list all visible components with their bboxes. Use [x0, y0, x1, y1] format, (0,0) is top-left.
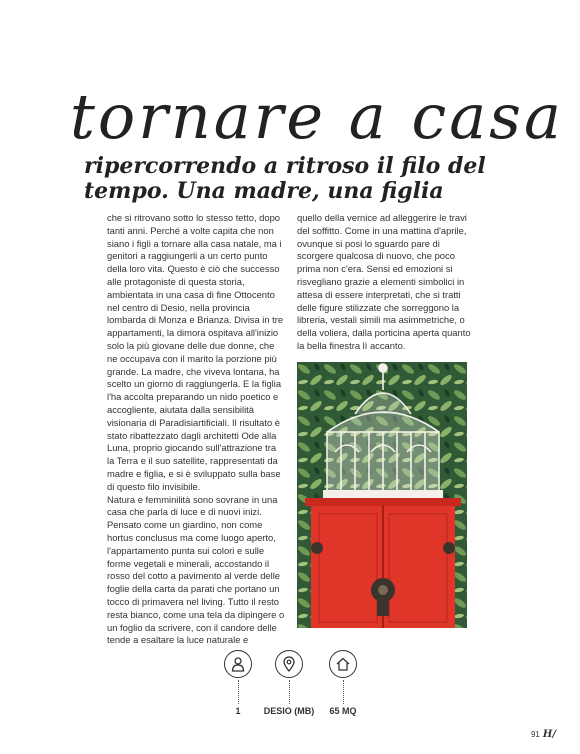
article-subtitle: ripercorrendo a ritroso il filo del tempo. Una madre, una figlia — [84, 153, 486, 204]
house-icon — [335, 656, 351, 672]
magazine-logo: H/ — [542, 729, 556, 740]
stat-label: 1 — [235, 706, 241, 716]
interior-photo — [297, 362, 467, 628]
body-text-right: quello della vernice ad alleggerire le travi del soffitto. Come in una mattina d'aprile, ovunque si posi lo sguardo pare di scorgere qualcosa di nuovo, che poco prima non c'era. Sensi ed emozioni si risvegliano grazie a elementi simbolici in attesa di essere interpretati, che si tratti delle figure stilizzate che sorreggono la libreria, vestali simili ma asimmetriche, o della voliera, dalla porticina aperta quanto la bella finestra lì accanto. — [297, 212, 471, 351]
stat-label: DESIO (MB) — [263, 706, 315, 716]
stat-label: 65 MQ — [329, 706, 357, 716]
project-stats — [0, 650, 580, 720]
person-icon — [230, 656, 246, 672]
stat-area — [313, 650, 373, 716]
text-column-left — [107, 212, 285, 646]
page-number: 91 — [530, 730, 540, 739]
page-footer — [531, 729, 556, 740]
location-pin-icon — [281, 656, 297, 672]
text-column-right — [297, 212, 475, 353]
article-title: tornare a casa — [70, 80, 564, 153]
red-cabinet — [305, 498, 461, 628]
body-text-left: che si ritrovano sotto lo stesso tetto, dopo tanti anni. Perché a volte capita che non siano i figli a tornare alla casa natale, ma i genitori a raggiungerli a un certo punto della loro vita. Questo è ciò che successo alle protagoniste di questa storia, ambientata in una casa di fine Ottocento nel centro di Desio, nella provincia lombarda di Monza e Brianza. Divisa in tre appartamenti, la dimora ospitava all'inizio solo la più giovane delle due donne, che ne occupava con il marito la porzione più grande. La madre, che viveva lontana, ha scelto un giorno di raggiungerla. E la figlia l'ha accolta preparando un nido poetico e accogliente, aiutata dalla sensibilità visionaria di Paradisiartificiali. Il risultato è stato ribattezzato dagli architetti Ode alla Luna, proprio giocando sull'attrazione tra la Terra e il suo satellite, rappresentati da madre e figlia, e si è sviluppato sulla base di questo filo invisibile. Natura e femminilità sono sovrane in una casa che parla di luce e di nuovi inizi. Pensato come un giardino, non come hortus conclusus ma come luogo aperto, l'appartamento punta sui colori e sulle forme vegetali e minerali, accostando il rosso del cotto a pavimento al verde delle foglie della carta da parati che portano un tocco di primavera nel living. Tutto il resto resta bianco, come una tela da dipingere o un foglio da scrivere, con il candore delle tende a esaltare la luce naturale e — [107, 212, 285, 646]
birdcage-cabinet-illustration — [297, 362, 467, 628]
stat-location — [259, 650, 319, 716]
birdcage-base — [323, 490, 443, 498]
